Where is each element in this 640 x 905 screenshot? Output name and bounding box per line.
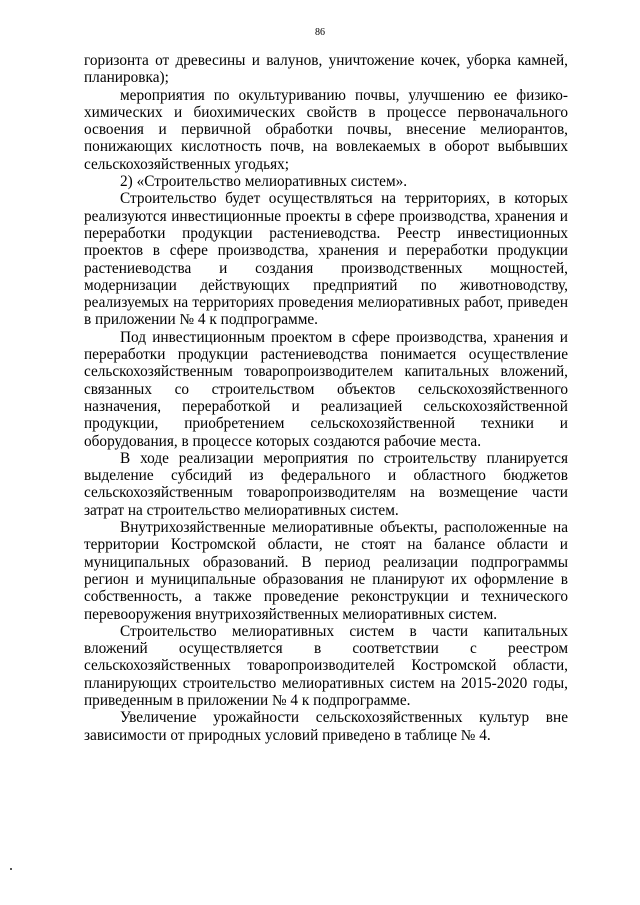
paragraph-capital-investments: Строительство мелиоративных систем в части капитальных вложений осуществляется в соответствии с реестром сельскохозяйственных товаропроизводителей Костромской области, планирующих строительство мелиоративных систем на 2015-2020 годы, приведенным в приложении № 4 к подпрограмме.: [84, 622, 568, 709]
paragraph-section-heading: 2) «Строительство мелиоративных систем».: [120, 173, 408, 191]
page-number: 86: [315, 27, 325, 38]
paragraph-subsidies: В ходе реализации мероприятия по строительству планируется выделение субсидий из федерального и областного бюджетов сельскохозяйственным товаропроизводителям на возмещение части затрат на строительство мелиоративных систем.: [84, 449, 568, 519]
document-body: [84, 52, 568, 744]
paragraph-continuation: горизонта от древесины и валунов, уничтожение кочек, уборка камней, планировка);: [84, 52, 568, 87]
scan-speck: [10, 868, 12, 870]
paragraph-investment-project-definition: Под инвестиционным проектом в сфере производства, хранения и переработки продукции растениеводства понимается осуществление сельскохозяйственным товаропроизводителем капитальных вложений, связанных со строительством объектов сельскохозяйственного назначения, переработкой и реализацией сельскохозяйственной продукции, приобретением сельскохозяйственной техники и оборудования, в процессе которых создаются рабочие места.: [84, 328, 568, 450]
paragraph-soil-cultivation: мероприятия по окультуриванию почвы, улучшению ее физико-химических и биохимических свойств в процессе первоначального освоения и первичной обработки почвы, внесение мелиорантов, понижающих кислотность почв, на вовлекаемых в оборот выбывших сельскохозяйственных угодьях;: [84, 86, 568, 173]
paragraph-construction-territories: Строительство будет осуществляться на территориях, в которых реализуются инвестиционные проекты в сфере производства, хранения и переработки продукции растениеводства. Реестр инвестиционных проектов в сфере производства, хранения и переработки продукции растениеводства и создания производственных мощностей, модернизации действующих предприятий по животноводству, реализуемых на территориях проведения мелиоративных работ, приведен в приложении № 4 к подпрограмме.: [84, 190, 568, 329]
paragraph-onfarm-objects: Внутрихозяйственные мелиоративные объекты, расположенные на территории Костромской области, не стоят на балансе области и муниципальных образований. В период реализации подпрограммы регион и муниципальные образования не планируют их оформление в собственность, а также проведение реконструкции и технического перевооружения внутрихозяйственных мелиоративных систем.: [84, 519, 568, 623]
paragraph-yield-increase: Увеличение урожайности сельскохозяйственных культур вне зависимости от природных условий приведено в таблице № 4.: [84, 709, 568, 744]
